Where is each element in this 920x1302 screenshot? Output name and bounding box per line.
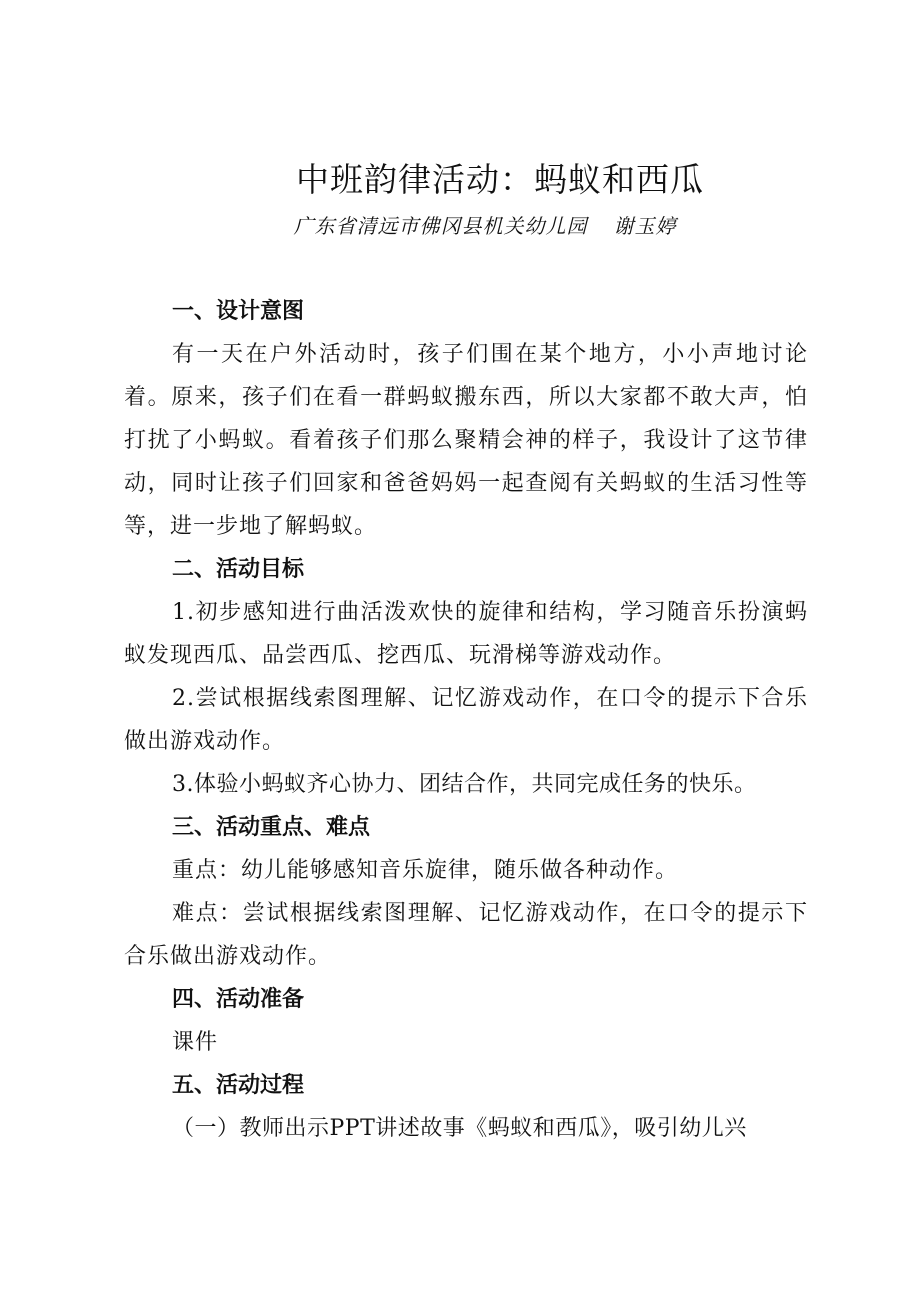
organization-name: 广东省清远市佛冈县机关幼儿园 — [293, 214, 588, 238]
document-body — [124, 290, 808, 1150]
goal-item-3: 3.体验小蚂蚁齐心协力、团结合作，共同完成任务的快乐。 — [172, 772, 757, 797]
design-intent-paragraph: 有一天在户外活动时，孩子们围在某个地方，小小声地讨论着。原来，孩子们在看一群蚂蚁搬东西，所以大家都不敢大声，怕打扰了小蚂蚁。看着孩子们那么聚精会神的样子，我设计了这节律动，同时让孩子们回家和爸爸妈妈一起查阅有关蚂蚁的生活习性等等，进一步地了解蚂蚁。 — [124, 342, 808, 539]
key-point-text: 重点：幼儿能够感知音乐旋律，随乐做各种动作。 — [172, 858, 679, 883]
goal-item-1: 1.初步感知进行曲活泼欢快的旋律和结构，学习随音乐扮演蚂蚁发现西瓜、品尝西瓜、挖西瓜、玩滑梯等游戏动作。 — [124, 600, 808, 668]
section-heading-preparation: 四、活动准备 — [172, 987, 305, 1012]
section-heading-goals: 二、活动目标 — [172, 557, 305, 582]
process-step-1: （一）教师出示PPT讲述故事《蚂蚁和西瓜》，吸引幼儿兴 — [172, 1116, 747, 1141]
section-heading-key-points: 三、活动重点、难点 — [172, 815, 371, 840]
document-byline — [0, 211, 920, 241]
section-heading-design-intent: 一、设计意图 — [172, 299, 305, 324]
author-name: 谢玉婷 — [613, 214, 677, 238]
difficulty-text: 难点：尝试根据线索图理解、记忆游戏动作，在口令的提示下合乐做出游戏动作。 — [124, 901, 808, 969]
section-heading-process: 五、活动过程 — [172, 1073, 305, 1098]
preparation-text: 课件 — [172, 1030, 219, 1055]
goal-item-2: 2.尝试根据线索图理解、记忆游戏动作，在口令的提示下合乐做出游戏动作。 — [124, 686, 808, 754]
document-title: 中班韵律活动：蚂蚁和西瓜 — [296, 160, 704, 199]
